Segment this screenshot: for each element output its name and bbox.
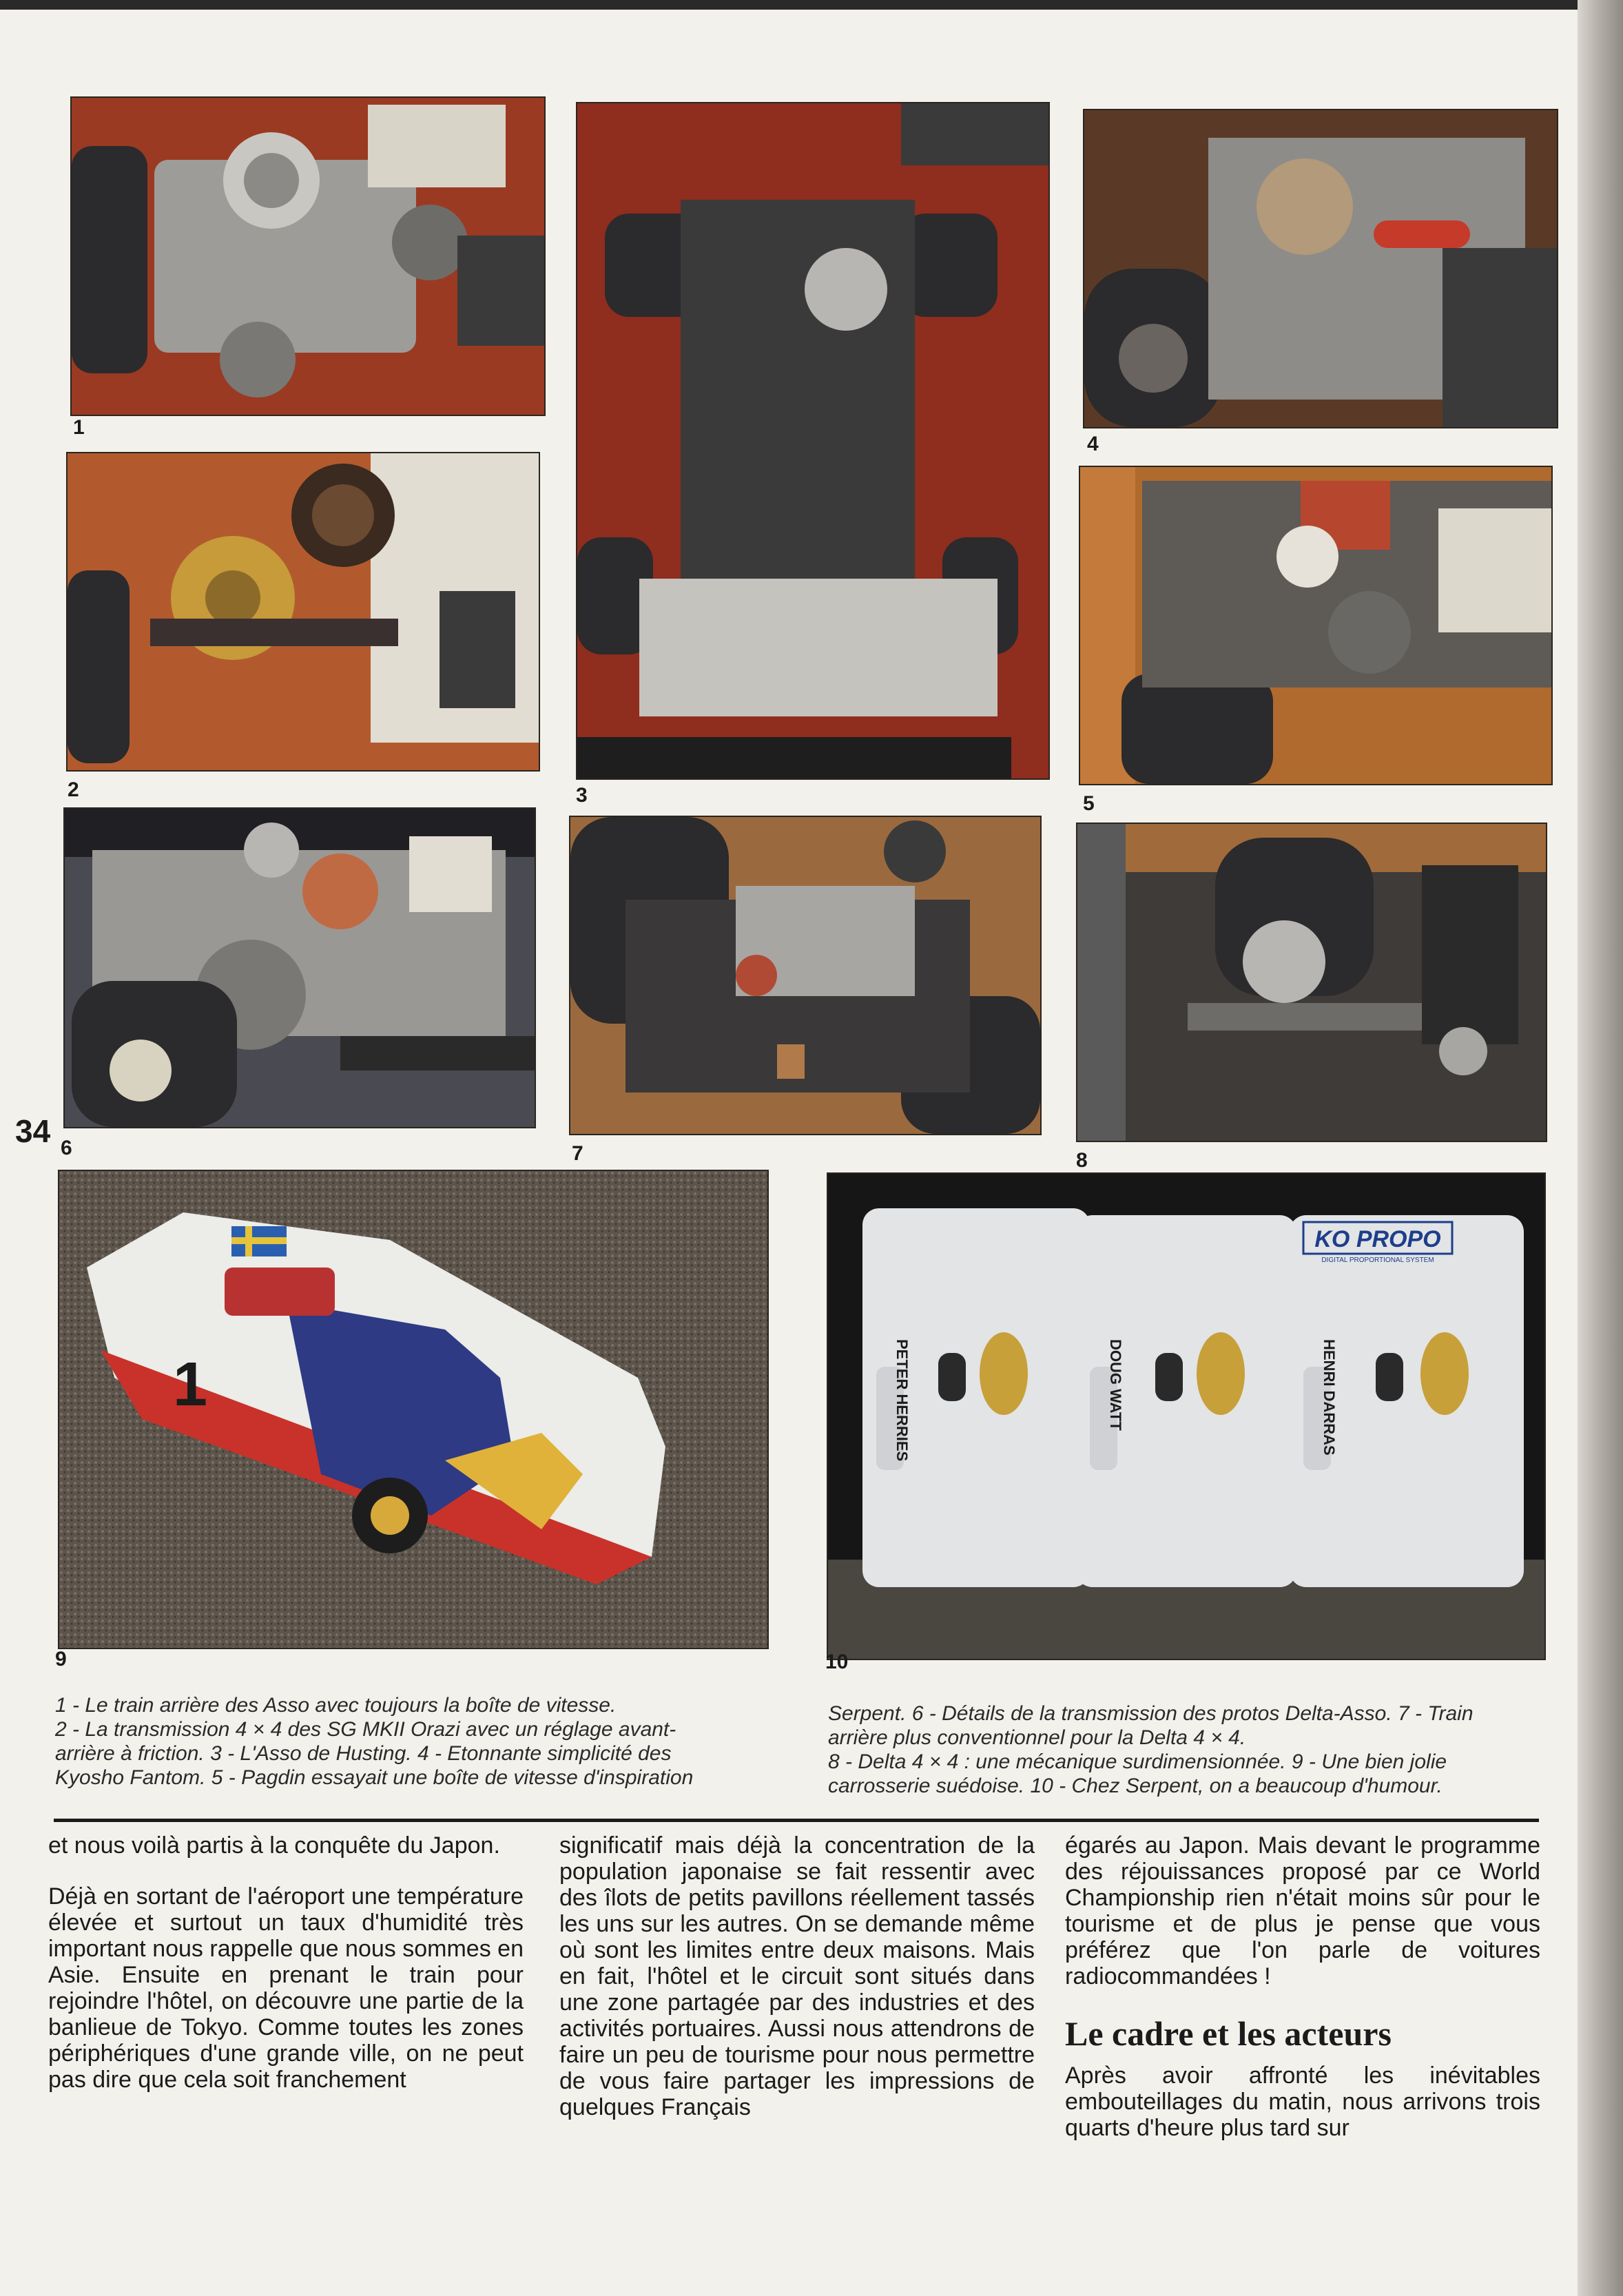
photo-1-image: [72, 98, 544, 415]
photo-9-label: 9: [55, 1648, 67, 1671]
photo-4: [1083, 109, 1558, 428]
caption-line: carrosserie suédoise. 10 - Chez Serpent, on a beaucoup d'humour.: [828, 1775, 1443, 1797]
photo-7-image: [570, 817, 1040, 1134]
article-column-3: [1065, 1832, 1540, 2166]
photo-6-label: 6: [61, 1137, 72, 1159]
photo-4-image: [1084, 110, 1557, 427]
photo-5-image: [1080, 467, 1551, 784]
photo-3-label: 3: [576, 784, 588, 807]
page-number: 34: [15, 1113, 51, 1149]
caption-right: [828, 1702, 1544, 1798]
ko-propo-sub: DIGITAL PROPORTIONAL SYSTEM: [1321, 1256, 1434, 1264]
photo-5-label: 5: [1083, 792, 1095, 815]
body-name-3: HENRI DARRAS: [1321, 1339, 1338, 1456]
photo-8: [1076, 823, 1547, 1142]
page-top-edge: [0, 0, 1623, 10]
photo-8-image: [1077, 824, 1546, 1141]
photo-2-image: [68, 453, 539, 770]
caption-line: 2 - La transmission 4 × 4 des SG MKII Orazi avec un réglage avant-: [55, 1718, 676, 1741]
photo-8-label: 8: [1076, 1149, 1088, 1172]
article-paragraph: égarés au Japon. Mais devant le programme des réjouissances proposé par ce World Championship rien n'était moins sûr pour le tourisme et de plus je pense que vous préférez que l'on parle de voitures radiocommandées !: [1065, 1832, 1540, 1989]
body-name-1: PETER HERRIES: [893, 1339, 911, 1462]
photo-1: [70, 96, 546, 416]
body-name-2: DOUG WATT: [1107, 1339, 1124, 1431]
article-paragraph: et nous voilà partis à la conquête du Japon.: [48, 1832, 500, 1859]
photo-10-image: [828, 1174, 1544, 1659]
photo-6-image: [65, 809, 535, 1127]
page-spine-shadow: [1578, 0, 1623, 2296]
caption-line: arrière plus conventionnel pour la Delta 4 × 4.: [828, 1726, 1246, 1749]
photo-6: [63, 807, 536, 1128]
photo-4-label: 4: [1087, 433, 1099, 455]
photo-1-label: 1: [73, 416, 85, 439]
caption-line: arrière à friction. 3 - L'Asso de Husting. 4 - Etonnante simplicité des: [55, 1742, 672, 1765]
photo-9-image: [59, 1171, 767, 1648]
race-number: 1: [173, 1350, 208, 1419]
section-heading: Le cadre et les acteurs: [1065, 2014, 1392, 2053]
article-paragraph: significatif mais déjà la concentration de la population japonaise se fait ressentir avec des îlots de petits pavillons réellement tassés les uns sur les autres. On se demande même où sont les limites entre deux maisons. Mais en fait, l'hôtel et le circuit sont situés dans une zone partagée par des industries et des activités portuaires. Aussi nous attendrons de faire un peu de tourisme pour nous permettre de vous faire partager les impressions de quelques Français: [559, 1832, 1035, 2120]
photo-9: [58, 1170, 769, 1649]
photo-2-label: 2: [68, 778, 79, 801]
caption-left: [55, 1693, 744, 1790]
photo-10: [827, 1172, 1546, 1660]
ko-propo-logo: KO PROPO: [1314, 1226, 1441, 1252]
photo-3-image: [577, 103, 1048, 778]
caption-line: 8 - Delta 4 × 4 : une mécanique surdimensionnée. 9 - Une bien jolie: [828, 1750, 1447, 1773]
article-paragraph: Déjà en sortant de l'aéroport une température élevée et surtout un taux d'humidité très important nous rappelle que nous sommes en Asie. Ensuite en prenant le train pour rejoindre l'hôtel, on découvre une partie de la banlieue de Tokyo. Comme toutes les zones périphériques d'une grande ville, on ne peut pas dire que cela soit franchement: [48, 1883, 524, 2093]
article-paragraph: Après avoir affronté les inévitables embouteillages du matin, nous arrivons trois quarts d'heure plus tard sur: [1065, 2062, 1540, 2141]
photo-7-label: 7: [572, 1142, 583, 1165]
caption-line: Kyosho Fantom. 5 - Pagdin essayait une boîte de vitesse d'inspiration: [55, 1766, 694, 1789]
caption-line: 1 - Le train arrière des Asso avec toujours la boîte de vitesse.: [55, 1694, 617, 1717]
photo-2: [66, 452, 540, 772]
section-divider: [54, 1819, 1539, 1822]
photo-5: [1079, 466, 1553, 785]
article-column-1: [48, 1832, 524, 2118]
photo-10-label: 10: [825, 1651, 849, 1673]
article-column-2: [559, 1832, 1035, 2145]
photo-3: [576, 102, 1050, 780]
photo-7: [569, 816, 1042, 1135]
caption-line: Serpent. 6 - Détails de la transmission des protos Delta-Asso. 7 - Train: [828, 1702, 1474, 1725]
